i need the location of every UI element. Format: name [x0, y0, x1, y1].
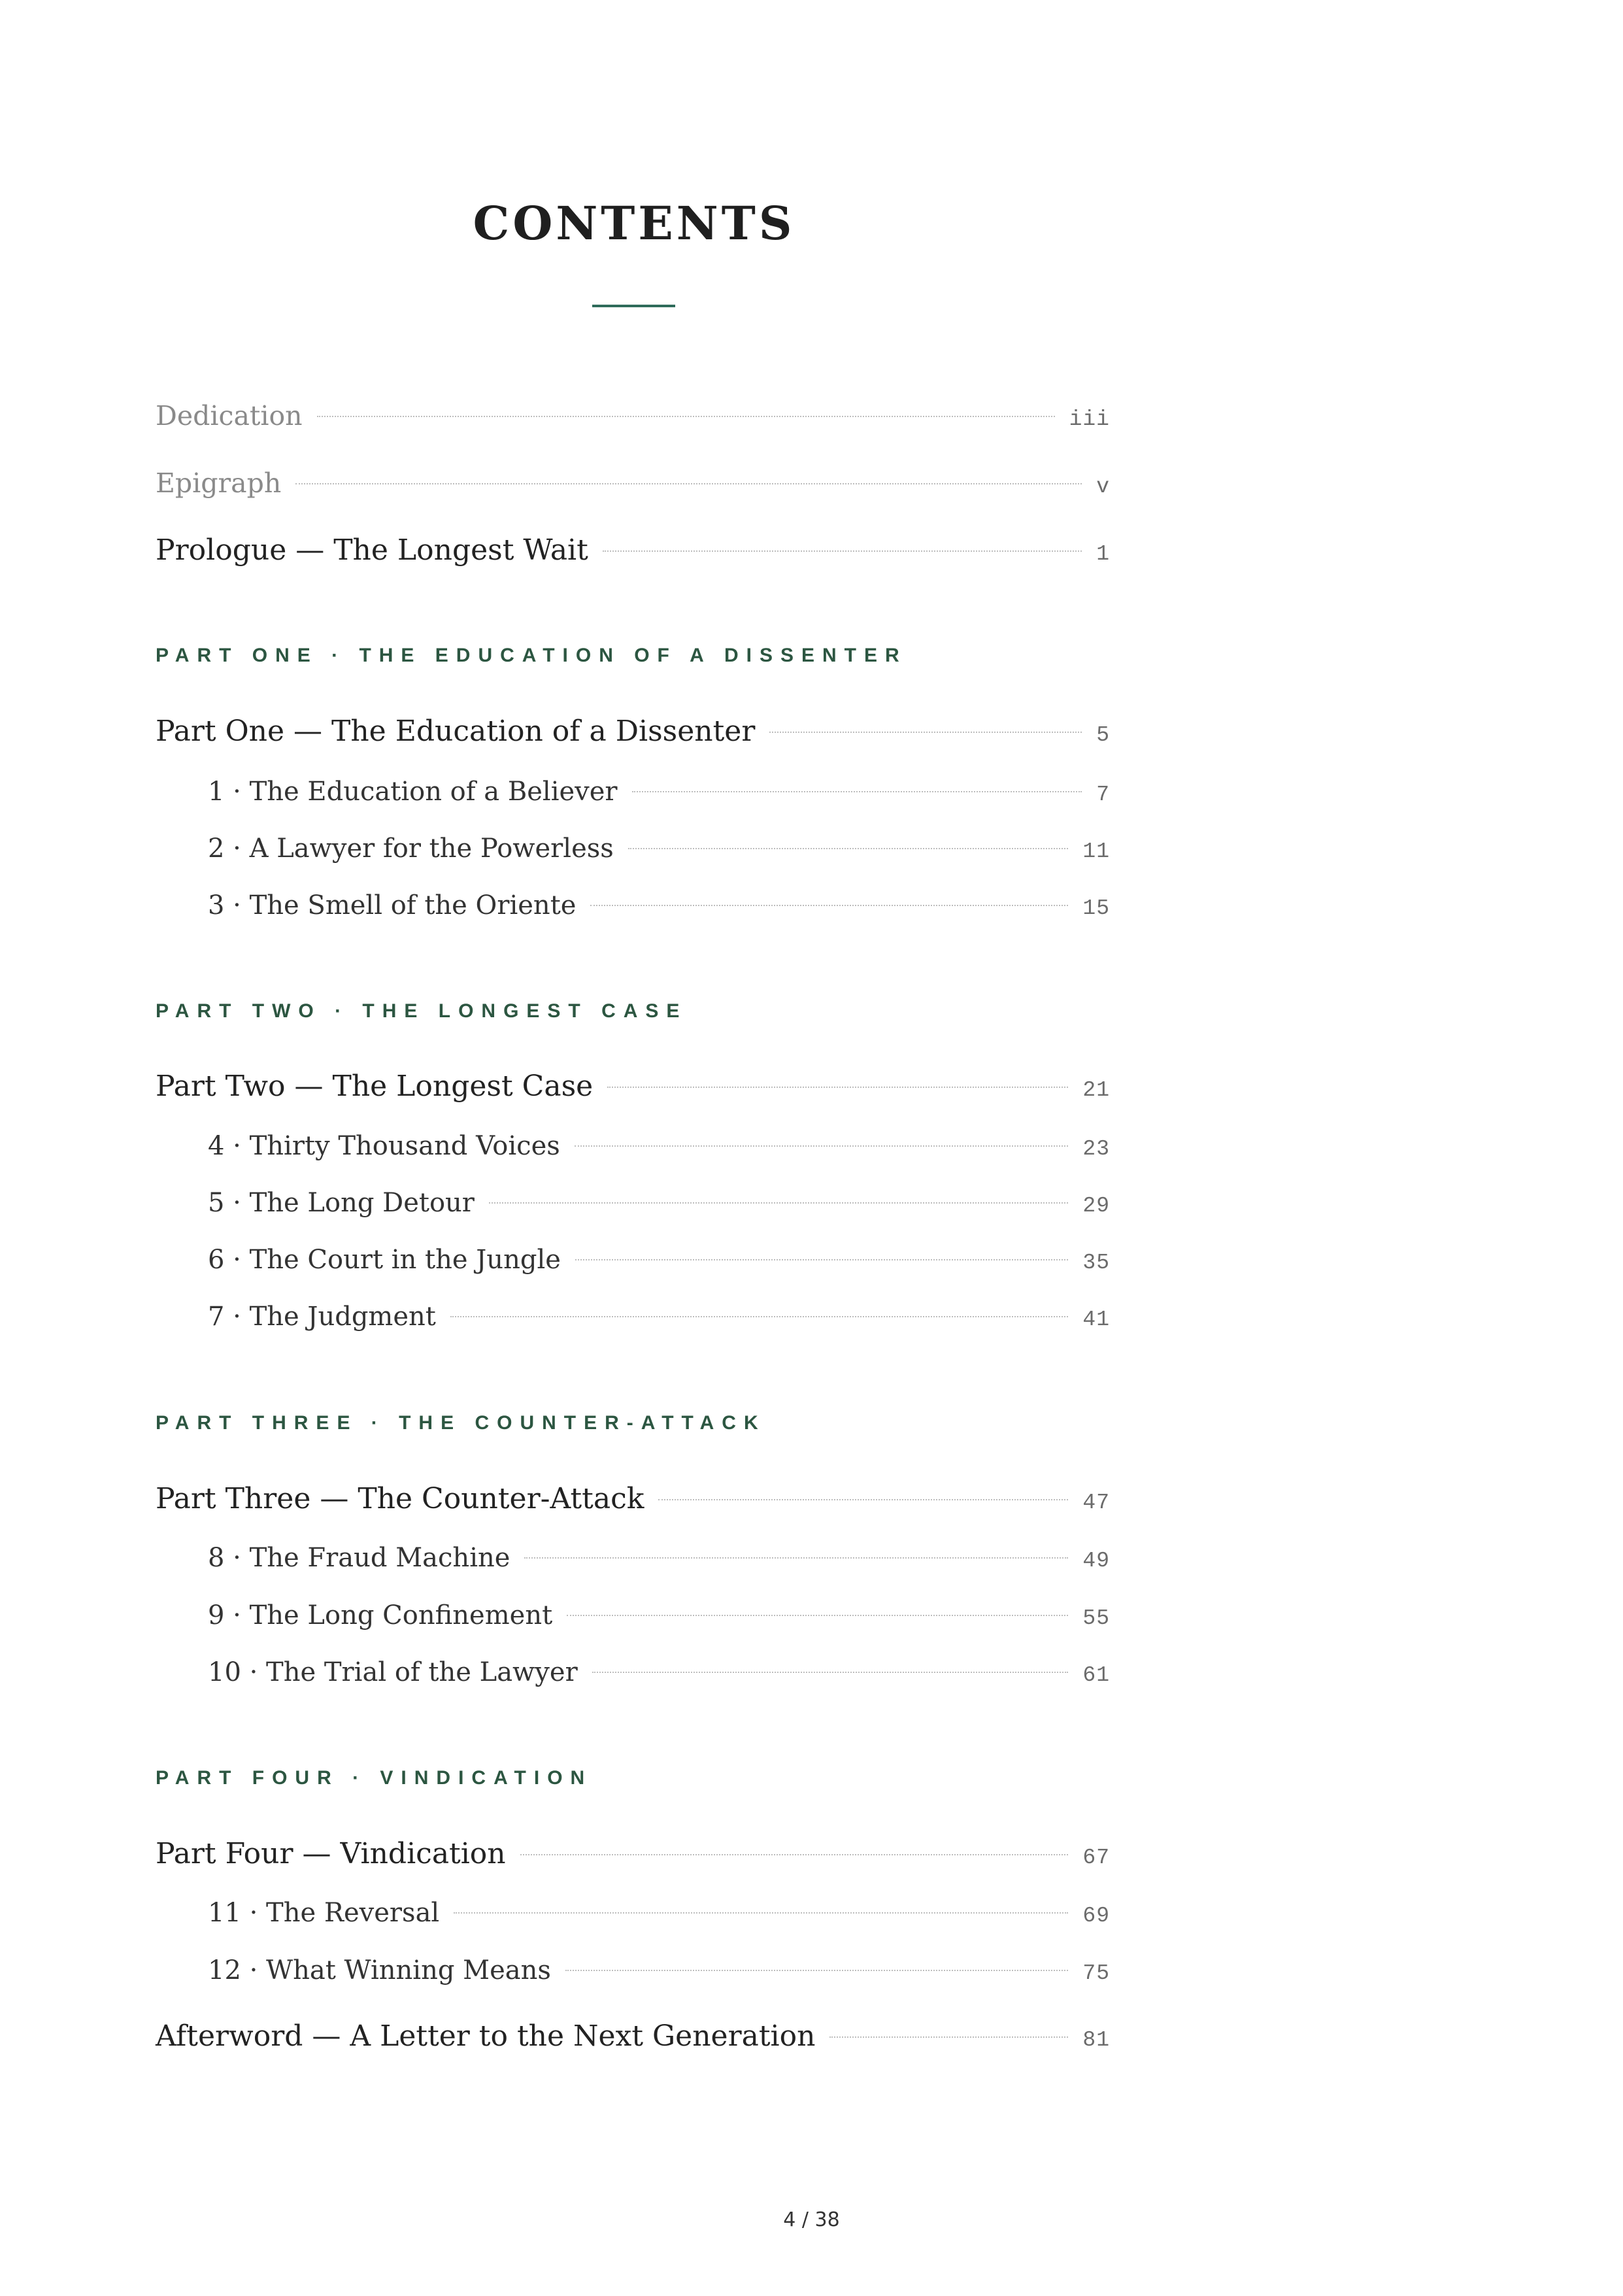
dot-leader — [295, 483, 1082, 484]
toc-entry-chapter[interactable] — [208, 1600, 1110, 1630]
toc-entry-page: 15 — [1082, 896, 1110, 920]
toc-entry-chapter[interactable] — [208, 1657, 1110, 1687]
toc-entry-label: 7 · The Judgment — [208, 1302, 436, 1332]
toc-entry-chapter[interactable] — [208, 1131, 1110, 1161]
dot-leader — [489, 1202, 1068, 1204]
toc-entry-label: 4 · Thirty Thousand Voices — [208, 1131, 560, 1161]
page-title: CONTENTS — [473, 196, 795, 250]
toc-entry-chapter[interactable] — [208, 777, 1110, 807]
toc-entry-chapter[interactable] — [208, 890, 1110, 920]
toc-entry-page: 55 — [1082, 1606, 1110, 1630]
toc-entry-page: 21 — [1082, 1078, 1110, 1102]
toc-entry-page: v — [1096, 475, 1110, 499]
part-heading: PART TWO · THE LONGEST CASE — [156, 1000, 688, 1022]
toc-entry-label: 3 · The Smell of the Oriente — [208, 890, 577, 920]
dot-leader — [567, 1615, 1068, 1616]
toc-entry-label: 11 · The Reversal — [208, 1898, 440, 1928]
toc-entry-page: 35 — [1082, 1251, 1110, 1275]
toc-entry-epigraph[interactable] — [156, 467, 1110, 499]
dot-leader — [592, 1672, 1069, 1673]
toc-entry-page: 47 — [1082, 1491, 1110, 1515]
toc-entry-page: 11 — [1082, 839, 1110, 864]
dot-leader — [632, 791, 1082, 792]
toc-entry-label: Part Four — Vindication — [156, 1837, 506, 1870]
toc-entry-label: 12 · What Winning Means — [208, 1955, 551, 1985]
toc-entry-label: Afterword — A Letter to the Next Generation — [156, 2019, 816, 2053]
dot-leader — [565, 1970, 1068, 1971]
page-number-footer: 4 / 38 — [783, 2208, 840, 2231]
toc-entry-chapter[interactable] — [208, 1302, 1110, 1332]
toc-entry-label: 2 · A Lawyer for the Powerless — [208, 834, 614, 864]
toc-entry-page: 41 — [1082, 1308, 1110, 1332]
toc-entry-page: 5 — [1096, 723, 1110, 747]
toc-entry-page: 75 — [1082, 1961, 1110, 1985]
toc-entry-afterword[interactable] — [156, 2019, 1110, 2053]
toc-entry-label: Prologue — The Longest Wait — [156, 533, 588, 567]
dot-leader — [658, 1499, 1068, 1500]
toc-entry-label: 10 · The Trial of the Lawyer — [208, 1657, 578, 1687]
dot-leader — [524, 1557, 1068, 1559]
dot-leader — [590, 905, 1068, 906]
toc-entry-label: 6 · The Court in the Jungle — [208, 1245, 561, 1275]
dot-leader — [317, 416, 1055, 417]
toc-entry-chapter[interactable] — [208, 1188, 1110, 1218]
toc-entry-page: 61 — [1082, 1663, 1110, 1687]
toc-entry-chapter[interactable] — [208, 1955, 1110, 1985]
toc-entry-label: 8 · The Fraud Machine — [208, 1543, 510, 1573]
toc-entry-page: 69 — [1082, 1904, 1110, 1928]
toc-entry-page: 23 — [1082, 1137, 1110, 1161]
toc-entry-part-three[interactable] — [156, 1482, 1110, 1515]
toc-entry-part-four[interactable] — [156, 1837, 1110, 1870]
toc-entry-dedication[interactable] — [156, 400, 1110, 431]
toc-entry-label: Part Two — The Longest Case — [156, 1070, 594, 1103]
dot-leader — [454, 1912, 1068, 1914]
part-heading: PART FOUR · VINDICATION — [156, 1767, 593, 1789]
toc-entry-chapter[interactable] — [208, 1245, 1110, 1275]
toc-entry-label: 1 · The Education of a Believer — [208, 777, 618, 807]
dot-leader — [607, 1087, 1068, 1088]
dot-leader — [628, 848, 1069, 849]
toc-entry-page: 7 — [1096, 783, 1110, 807]
toc-entry-page: 1 — [1096, 542, 1110, 566]
toc-entry-label: Dedication — [156, 400, 303, 431]
dot-leader — [603, 550, 1082, 552]
toc-entry-page: iii — [1069, 407, 1110, 431]
toc-entry-chapter[interactable] — [208, 1898, 1110, 1928]
dot-leader — [769, 732, 1082, 733]
toc-entry-label: Epigraph — [156, 467, 282, 499]
toc-entry-label: Part One — The Education of a Dissenter — [156, 715, 756, 748]
dot-leader — [520, 1854, 1069, 1855]
part-heading: PART THREE · THE COUNTER-ATTACK — [156, 1412, 766, 1434]
title-divider — [592, 305, 675, 307]
toc-entry-page: 81 — [1082, 2028, 1110, 2052]
toc-entry-label: 9 · The Long Confinement — [208, 1600, 553, 1630]
toc-entry-prologue[interactable] — [156, 533, 1110, 567]
toc-entry-chapter[interactable] — [208, 834, 1110, 864]
toc-entry-label: Part Three — The Counter-Attack — [156, 1482, 644, 1515]
dot-leader — [450, 1316, 1069, 1317]
toc-entry-part-two[interactable] — [156, 1070, 1110, 1103]
toc-entry-page: 49 — [1082, 1549, 1110, 1573]
part-heading: PART ONE · THE EDUCATION OF A DISSENTER — [156, 645, 907, 666]
toc-entry-page: 29 — [1082, 1194, 1110, 1218]
toc-entry-chapter[interactable] — [208, 1543, 1110, 1573]
dot-leader — [575, 1259, 1068, 1260]
dot-leader — [829, 2036, 1068, 2038]
dot-leader — [575, 1145, 1069, 1147]
toc-entry-label: 5 · The Long Detour — [208, 1188, 475, 1218]
toc-entry-page: 67 — [1082, 1846, 1110, 1870]
toc-entry-part-one[interactable] — [156, 715, 1110, 748]
